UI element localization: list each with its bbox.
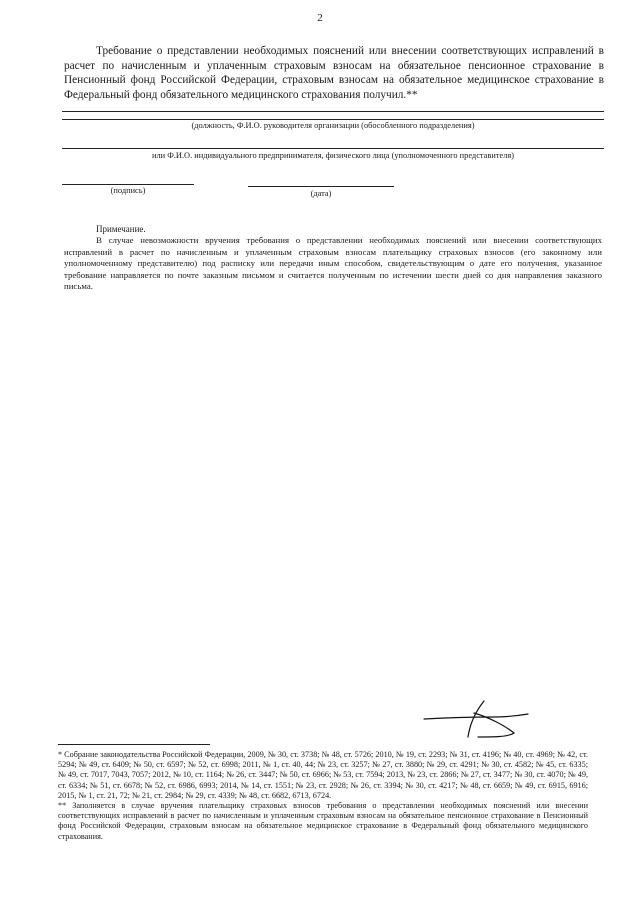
head-name-line bbox=[62, 111, 604, 112]
date-line bbox=[248, 186, 394, 187]
head-position-caption: (должность, Ф.И.О. руководителя организации (обособленного подразделения) bbox=[191, 121, 475, 130]
footnotes bbox=[58, 750, 588, 842]
signature-line bbox=[62, 184, 194, 185]
requirement-received-text: Требование о представлении необходимых пояснений или внесении соответствующих исправлений в расчет по начисленным и уплаченным страховым взносам на обязательное пенсионное страхование в Пенсионный фонд Российской Федерации, страховым взносам на обязательное медицинское страхование в Федеральный фонд обязательного медицинского страхования получил.** bbox=[64, 45, 604, 101]
footnote-filling-note: ** Заполняется в случае вручения плательщику страховых взносов требования о представлении необходимых пояснений или внесении соответствующих исправлений в расчет по начисленным и уплаченным страховым взносам на обязательное пенсионное страхование в Пенсионный фонд Российской Федерации, страховым взносам на обязательное медицинское страхование в Федеральный фонд обязательного медицинского страхования. bbox=[58, 801, 588, 841]
date-caption: (дата) bbox=[310, 189, 332, 198]
signature-caption: (подпись) bbox=[110, 186, 146, 195]
entrepreneur-name-line bbox=[62, 148, 604, 149]
head-name-line-underline bbox=[62, 119, 604, 120]
footnote-separator bbox=[58, 744, 210, 745]
page-number: 2 bbox=[317, 12, 323, 24]
entrepreneur-caption: или Ф.И.О. индивидуального предпринимателя, физического лица (уполномоченного представителя) bbox=[151, 151, 515, 160]
footnote-legislation: * Собрание законодательства Российской Федерации, 2009, № 30, ст. 3738; № 48, ст. 5726; 2010, № 19, ст. 2293; № 31, ст. 4196; № 40, ст. 4969; № 42, ст. 5294; № 49, ст. 6409; № 50, ст. 6597; № 52, ст. 6998; 2011, № 1, ст. 40, 44; № 23, ст. 3257; № 27, ст. 3880; № 29, ст. 4291; № 30, ст. 4582; № 45, ст. 6335; № 49, ст. 7017, 7043, 7057; 2012, № 10, ст. 1164; № 26, ст. 3447; № 50, ст. 6966; № 53, ст. 7594; 2013, № 23, ст. 2866; № 27, ст. 3477; № 30, ст. 4070; № 49, ст. 6334; № 51, ст. 6678; № 52, ст. 6986, 6993; 2014, № 14, ст. 1551; № 23, ст. 2928; № 26, ст. 3394; № 30, ст. 4217; № 48, ст. 6659; № 49, ст. 6915, 6916; 2015, № 1, ст. 21, 72; № 21, ст. 2984; № 29, ст. 4339; № 48, ст. 6682, 6713, 6724. bbox=[58, 750, 588, 800]
note-heading: Примечание. bbox=[96, 224, 146, 234]
note-body: В случае невозможности вручения требования о представлении необходимых пояснений или внесении соответствующих исправлений в расчет по начисленным и уплаченным страховым взносам плательщику страховых взносов (его законному или уполномоченному представителю) под расписку или передачи иным способом, свидетельствующим о дате его получения, указанное требование направляется по почте заказным письмом и считается полученным по истечении шести дней со дня направления заказного письма. bbox=[64, 235, 602, 291]
handwritten-signature bbox=[422, 697, 532, 745]
